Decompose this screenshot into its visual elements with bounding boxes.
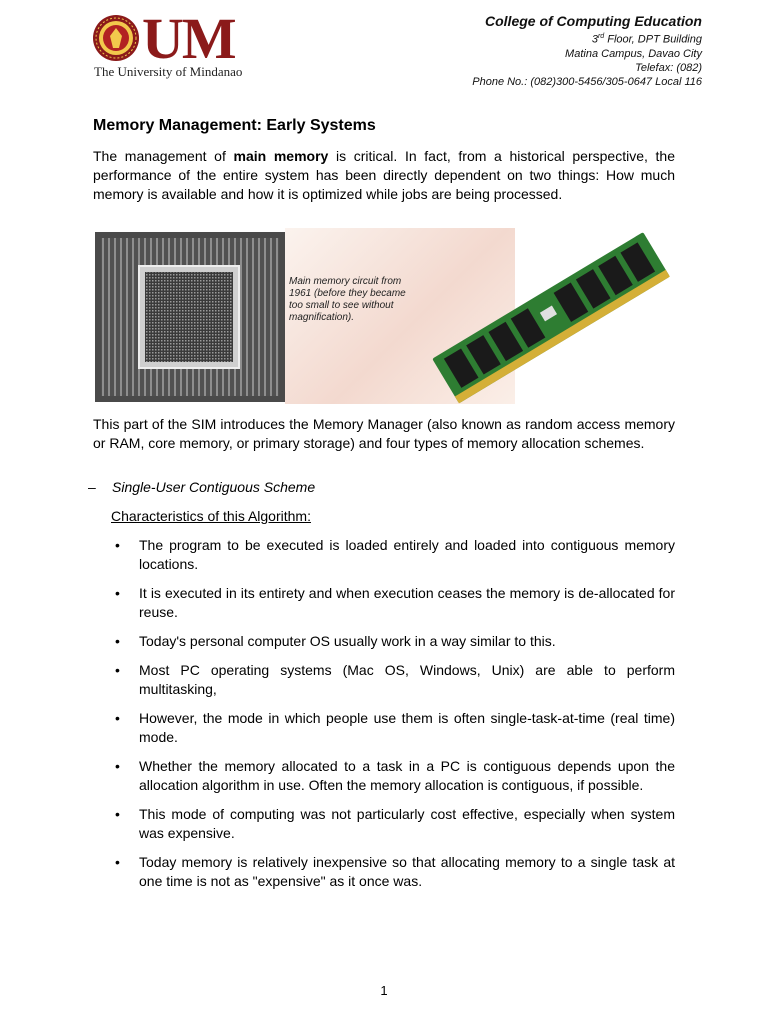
page-title: Memory Management: Early Systems <box>93 117 376 134</box>
characteristics-list <box>115 536 675 901</box>
bullet-marker: • <box>115 537 120 553</box>
list-item <box>115 709 675 747</box>
campus-address: Matina Campus, Davao City <box>565 47 702 60</box>
figure-caption: Main memory circuit from 1961 (before they became too small to see without magnification). <box>289 276 406 323</box>
university-logo <box>92 6 292 84</box>
header-contact-block <box>472 12 702 89</box>
bullet-text: Today memory is relatively inexpensive so that allocating memory to a single task at one time is not as "expensive" as it once was. <box>139 854 675 889</box>
bullet-text: Whether the memory allocated to a task in a PC is contiguous depends upon the allocation algorithm in use. Often the memory allocation is contiguous, if possible. <box>139 758 675 793</box>
telefax: Telefax: (082) <box>635 61 702 74</box>
list-item <box>115 757 675 795</box>
floor-suffix: rd <box>597 33 605 40</box>
scheme-name: Single-User Contiguous Scheme <box>112 479 316 495</box>
list-item <box>115 536 675 574</box>
intro-text-after: is critical. In fact, from a historical perspective, the performance of the entire system has been directly dependent on two things: How much memory is available and how it is optimized while jobs are being processed. <box>93 148 676 202</box>
university-seal-icon <box>92 14 140 62</box>
bullet-marker: • <box>115 662 120 678</box>
college-name: College of Computing Education <box>485 13 702 29</box>
bullet-text: Most PC operating systems (Mac OS, Windows, Unix) are able to perform multitasking, <box>139 662 675 697</box>
bullet-marker: • <box>115 585 120 601</box>
bullet-text: This mode of computing was not particularly cost effective, especially when system was expensive. <box>139 806 675 841</box>
bullet-marker: • <box>115 806 120 822</box>
page-number: 1 <box>380 983 388 998</box>
ram-module-image <box>425 228 675 404</box>
bullet-text: However, the mode in which people use them is often single-task-at-time (real time) mode. <box>139 710 675 745</box>
phone-number: Phone No.: (082)300-5456/305-0647 Local 116 <box>472 75 702 88</box>
intro-text-before: The management of <box>93 148 234 164</box>
bullet-marker: • <box>115 854 120 870</box>
list-item <box>115 632 675 651</box>
list-item <box>115 661 675 699</box>
list-item <box>115 584 675 622</box>
university-name: The University of Mindanao <box>94 64 243 79</box>
dash-marker: – <box>88 479 96 495</box>
logo-um-text: UM <box>142 6 235 71</box>
list-item <box>115 805 675 843</box>
list-item <box>115 853 675 891</box>
building-name: Floor, DPT Building <box>604 33 702 46</box>
building-address <box>472 30 702 47</box>
bullet-text: The program to be executed is loaded entirely and loaded into contiguous memory locations. <box>139 537 675 572</box>
bullet-marker: • <box>115 633 120 649</box>
memory-circuit-image <box>95 232 285 402</box>
bullet-marker: • <box>115 710 120 726</box>
bullet-text: It is executed in its entirety and when execution ceases the memory is de-allocated for reuse. <box>139 585 675 620</box>
bullet-text: Today's personal computer OS usually work in a way similar to this. <box>139 633 556 649</box>
memory-figure <box>95 228 675 404</box>
intro-paragraph <box>93 147 675 204</box>
characteristics-heading: Characteristics of this Algorithm: <box>111 508 311 524</box>
floor-number: 3 <box>591 33 598 46</box>
memory-manager-paragraph: This part of the SIM introduces the Memory Manager (also known as random access memory or RAM, core memory, or primary storage) and four types of memory allocation schemes. <box>93 416 675 451</box>
intro-bold-term: main memory <box>233 148 329 164</box>
bullet-marker: • <box>115 758 120 774</box>
